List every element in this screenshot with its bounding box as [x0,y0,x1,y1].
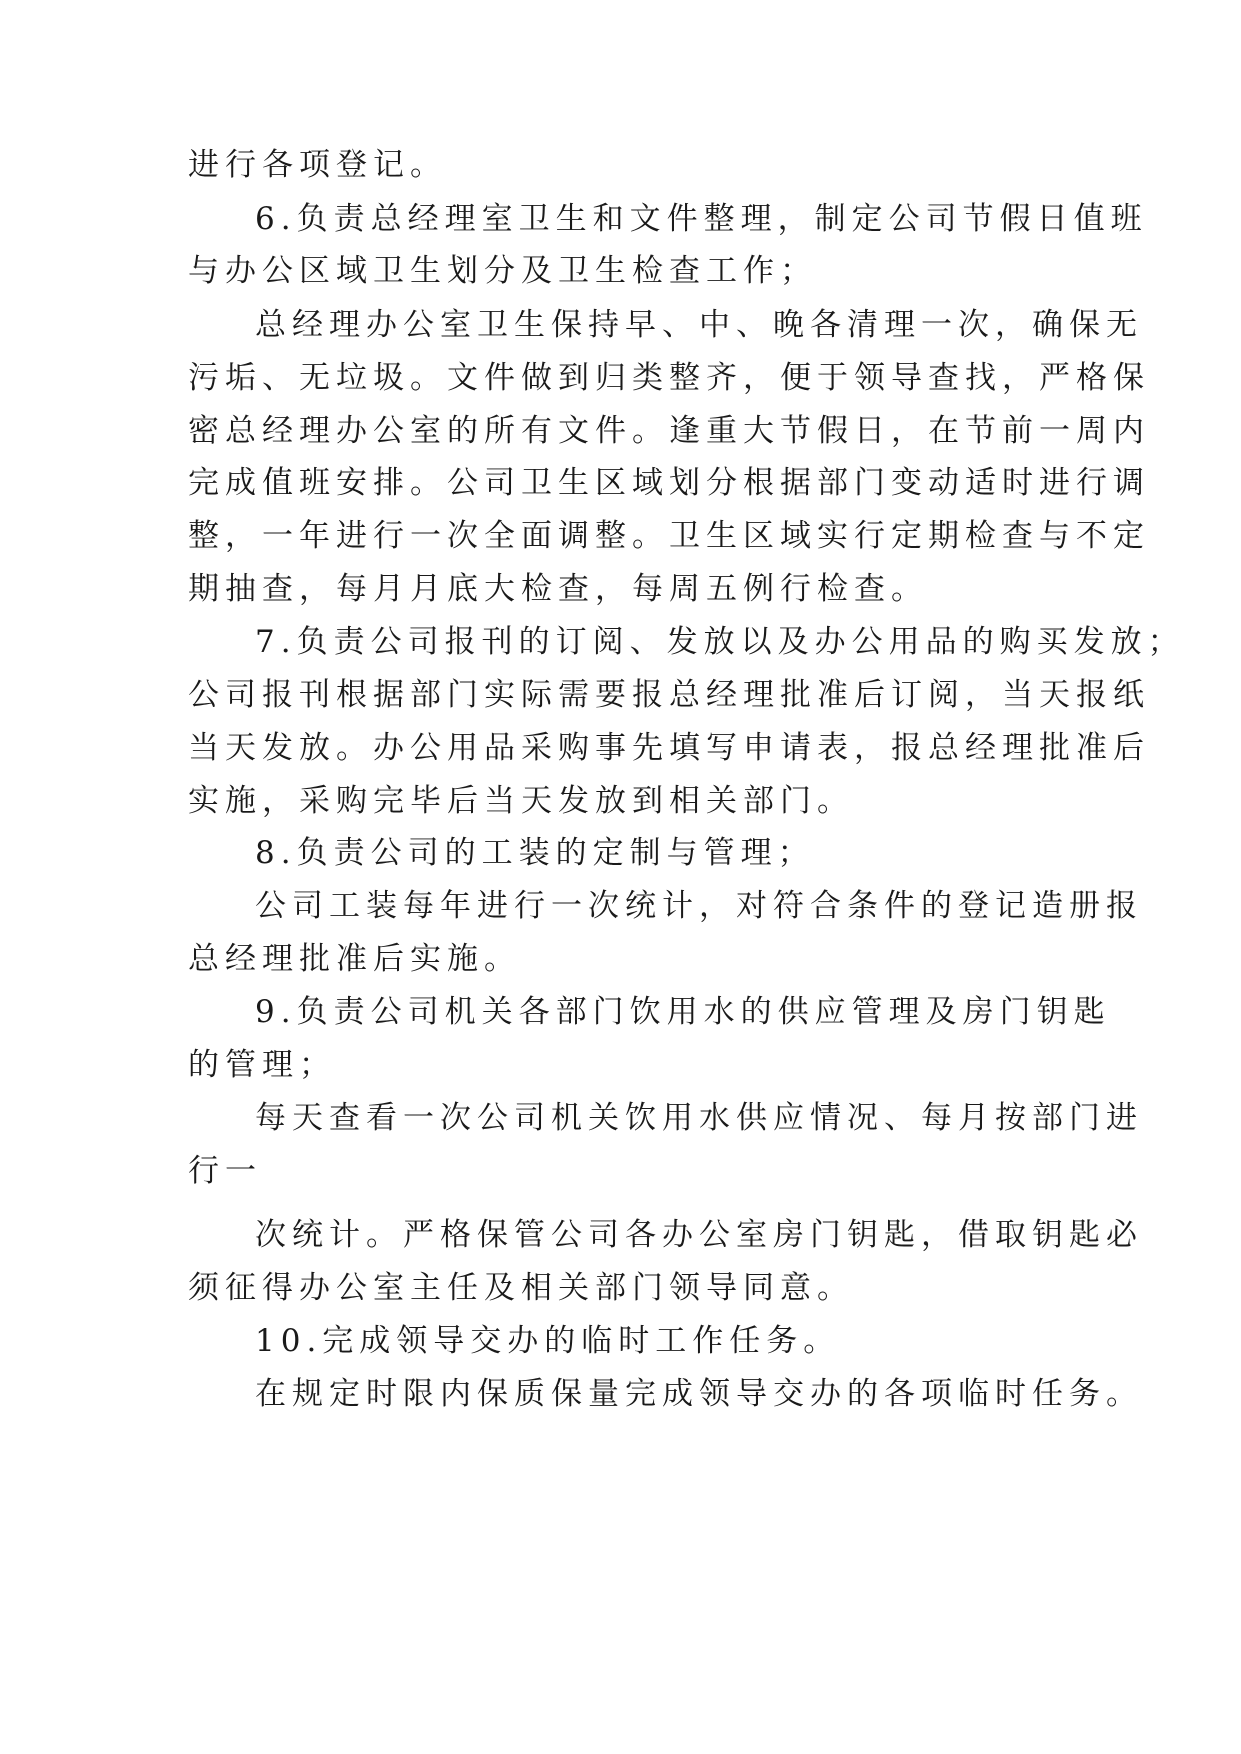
text-line: 实施，采购完毕后当天发放到相关部门。 [188,783,854,819]
text-line: 8.负责公司的工装的定制与管理； [255,835,815,871]
text-line: 完成值班安排。公司卫生区域划分根据部门变动适时进行调 [188,465,1150,501]
text-line: 6.负责总经理室卫生和文件整理，制定公司节假日值班 [255,201,1148,237]
text-line: 总经理办公室卫生保持早、中、晚各清理一次，确保无 [255,307,1143,343]
text-line: 10.完成领导交办的临时工作任务。 [255,1323,841,1359]
text-line: 进行各项登记。 [188,147,447,183]
text-line: 公司报刊根据部门实际需要报总经理批准后订阅，当天报纸 [188,677,1150,713]
text-line: 期抽查，每月月底大检查，每周五例行检查。 [188,571,928,607]
text-line: 须征得办公室主任及相关部门领导同意。 [188,1270,854,1306]
text-line: 公司工装每年进行一次统计，对符合条件的登记造册报 [255,888,1143,924]
text-line: 当天发放。办公用品采购事先填写申请表，报总经理批准后 [188,730,1150,766]
text-line: 行一 [188,1153,262,1189]
text-line: 9.负责公司机关各部门饮用水的供应管理及房门钥匙 [255,994,1111,1030]
text-line: 污垢、无垃圾。文件做到归类整齐，便于领导查找，严格保 [188,360,1150,396]
text-line: 总经理批准后实施。 [188,941,521,977]
text-line: 整，一年进行一次全面调整。卫生区域实行定期检查与不定 [188,518,1150,554]
text-line: 每天查看一次公司机关饮用水供应情况、每月按部门进 [255,1100,1143,1136]
text-line: 次统计。严格保管公司各办公室房门钥匙，借取钥匙必 [255,1217,1143,1253]
text-line: 在规定时限内保质保量完成领导交办的各项临时任务。 [255,1376,1143,1412]
text-line: 7.负责公司报刊的订阅、发放以及办公用品的购买发放； [255,624,1185,660]
text-line: 的管理； [188,1047,336,1083]
text-line: 密总经理办公室的所有文件。逢重大节假日，在节前一周内 [188,413,1150,449]
text-line: 与办公区域卫生划分及卫生检查工作； [188,253,817,289]
